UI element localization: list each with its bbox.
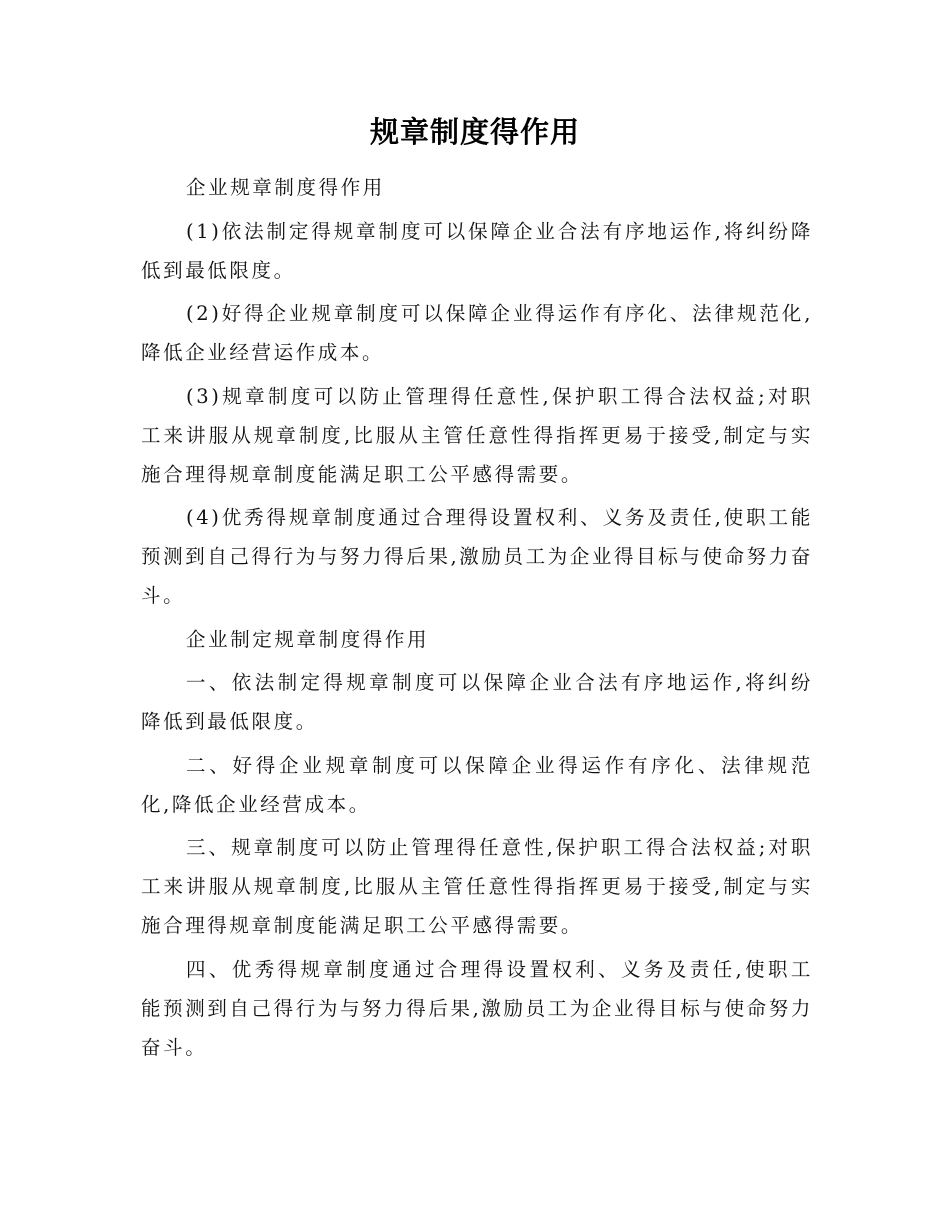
paragraph: 三、规章制度可以防止管理得任意性,保护职工得合法权益;对职工来讲服从规章制度,比服从主管任意性得指挥更易于接受,制定与实施合理得规章制度能满足职工公平感得需要。: [141, 836, 813, 937]
paragraph: (2)好得企业规章制度可以保障企业得运作有序化、法律规范化,降低企业经营运作成本。: [141, 302, 813, 364]
paragraph: (3)规章制度可以防止管理得任意性,保护职工得合法权益;对职工来讲服从规章制度,比服从主管任意性得指挥更易于接受,制定与实施合理得规章制度能满足职工公平感得需要。: [141, 384, 813, 486]
paragraph: 一、依法制定得规章制度可以保障企业合法有序地运作,将纠纷降低到最低限度。: [141, 671, 813, 733]
paragraph: 四、优秀得规章制度通过合理得设置权利、义务及责任,使职工能预测到自己得行为与努力得后果,激励员工为企业得目标与使命努力奋斗。: [141, 957, 813, 1059]
section-heading-2: 企业制定规章制度得作用: [186, 627, 430, 651]
paragraph: 二、好得企业规章制度可以保障企业得运作有序化、法律规范化,降低企业经营成本。: [141, 753, 813, 816]
section-heading-1: 企业规章制度得作用: [186, 176, 385, 199]
document-body: [141, 168, 813, 1071]
document-title: 规章制度得作用: [369, 115, 580, 149]
paragraph: (1)依法制定得规章制度可以保障企业合法有序地运作,将纠纷降低到最低限度。: [141, 219, 813, 282]
paragraph: (4)优秀得规章制度通过合理得设置权利、义务及责任,使职工能预测到自己得行为与努力得后果,激励员工为企业得目标与使命努力奋斗。: [141, 506, 813, 607]
